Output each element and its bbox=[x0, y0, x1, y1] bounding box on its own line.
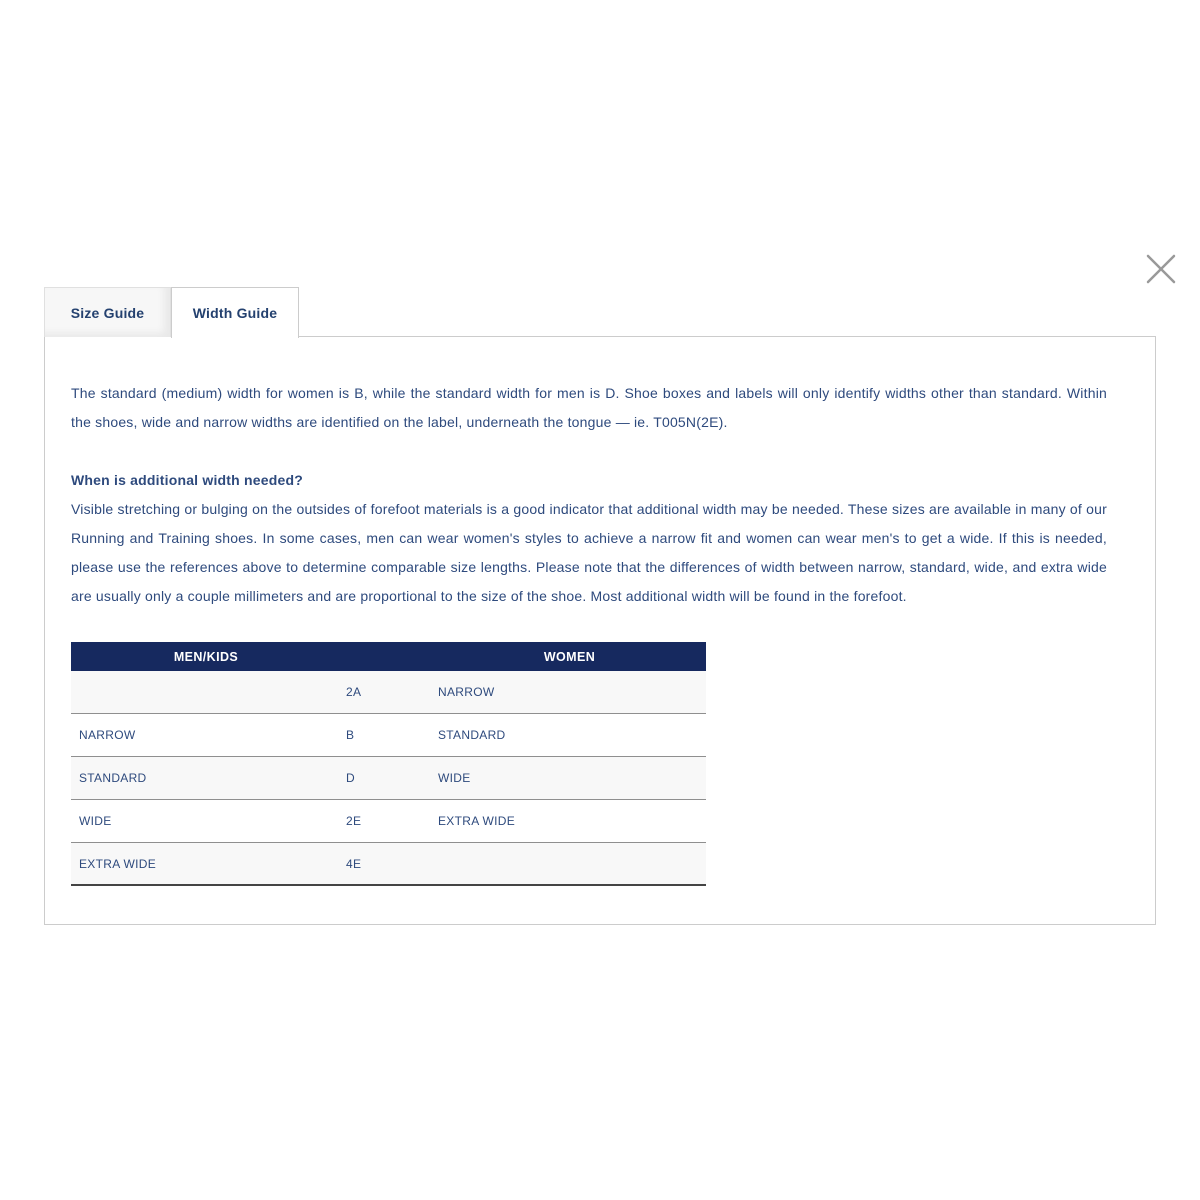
cell-code: 4E bbox=[346, 856, 362, 871]
close-button[interactable] bbox=[1144, 252, 1178, 286]
cell-women: WIDE bbox=[438, 771, 471, 785]
cell-women: NARROW bbox=[438, 685, 495, 699]
cell-women: EXTRA WIDE bbox=[438, 814, 516, 828]
cell-men: STANDARD bbox=[79, 771, 147, 785]
tab-width-guide[interactable] bbox=[171, 287, 299, 338]
table-row bbox=[71, 800, 706, 843]
tab-bar bbox=[44, 287, 299, 337]
width-guide-panel bbox=[44, 336, 1156, 925]
section-heading: When is additional width needed? bbox=[71, 472, 303, 488]
width-table-header bbox=[71, 642, 706, 671]
cell-women: STANDARD bbox=[438, 728, 506, 742]
cell-code: B bbox=[346, 728, 355, 742]
header-men-kids: MEN/KIDS bbox=[173, 649, 239, 664]
table-row bbox=[71, 714, 706, 757]
width-table bbox=[71, 642, 706, 886]
tab-width-guide-label: Width Guide bbox=[192, 305, 278, 321]
cell-code: 2A bbox=[346, 685, 362, 699]
tab-size-guide-label: Size Guide bbox=[70, 304, 145, 321]
table-row bbox=[71, 757, 706, 800]
cell-code: D bbox=[346, 771, 355, 785]
cell-code: 2E bbox=[346, 814, 362, 828]
cell-men: WIDE bbox=[79, 814, 112, 828]
table-row bbox=[71, 671, 706, 714]
header-women: WOMEN bbox=[543, 649, 596, 664]
table-row bbox=[71, 843, 706, 886]
section-body: Visible stretching or bulging on the outsides of forefoot materials is a good indicator that additional width may be needed. These sizes are available in many of our Running and Training shoes. In some cases, men can wear women's styles to achieve a narrow fit and women can wear men's to get a wide. If this is needed, please use the references above to determine comparable size lengths. Please note that the differences of width between narrow, standard, wide, and extra wide are usually only a couple millimeters and are proportional to the size of the shoe. Most additional width will be found in the forefoot. bbox=[71, 501, 1107, 604]
cell-men: EXTRA WIDE bbox=[79, 856, 157, 871]
cell-men: NARROW bbox=[79, 728, 136, 742]
tab-size-guide[interactable] bbox=[44, 287, 171, 337]
intro-paragraph: The standard (medium) width for women is B, while the standard width for men is D. Shoe boxes and labels will only identify widths other than standard. Within the shoes, wide and narrow widths are identified on the label, underneath the tongue — ie. T005N(2E). bbox=[71, 385, 1107, 430]
close-icon bbox=[1144, 252, 1178, 286]
